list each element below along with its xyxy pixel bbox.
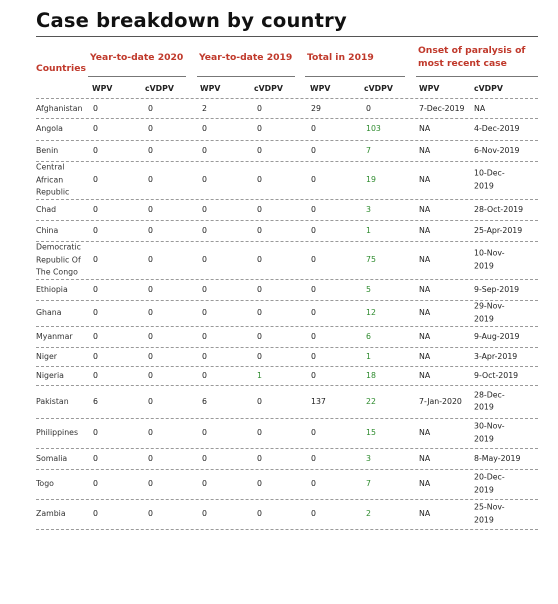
subheader-onset-cvdpv: cVDPV xyxy=(474,84,503,93)
table-row xyxy=(36,326,538,348)
cell-ytd2019-cvdpv: 0 xyxy=(257,307,262,317)
table-row xyxy=(36,366,538,386)
cell-total2019-wpv: 0 xyxy=(311,331,316,341)
column-group-total-2019: Total in 2019 xyxy=(307,52,374,63)
cell-onset-cvdpv: 28-Dec-2019 xyxy=(474,390,505,412)
cell-onset-wpv: NA xyxy=(419,174,431,184)
cell-total2019-cvdpv: 12 xyxy=(366,307,376,317)
cell-ytd2019-wpv: 0 xyxy=(202,284,207,294)
cell-ytd2019-wpv: 0 xyxy=(202,427,207,437)
cell-country: Somalia xyxy=(36,453,68,463)
cell-ytd2020-cvdpv: 0 xyxy=(148,453,153,463)
page-title: Case breakdown by country xyxy=(36,9,347,32)
cell-country: Philippines xyxy=(36,427,79,437)
subheader-total2019-cvdpv: cVDPV xyxy=(364,84,393,93)
cell-onset-cvdpv: 20-Dec-2019 xyxy=(474,472,505,494)
cell-total2019-cvdpv: 15 xyxy=(366,427,376,437)
cell-country: Niger xyxy=(36,351,57,361)
cell-onset-wpv: NA xyxy=(419,225,431,235)
cell-ytd2020-cvdpv: 0 xyxy=(148,307,153,317)
cell-country: Nigeria xyxy=(36,370,64,380)
cell-ytd2020-wpv: 0 xyxy=(93,103,98,113)
cell-ytd2019-cvdpv: 1 xyxy=(257,370,262,380)
cell-ytd2020-wpv: 0 xyxy=(93,145,98,155)
table-row xyxy=(36,241,538,280)
table-row xyxy=(36,118,538,141)
table-row xyxy=(36,469,538,500)
cell-onset-wpv: NA xyxy=(419,307,431,317)
cell-country: Afghanistan xyxy=(36,103,83,113)
cell-ytd2020-cvdpv: 0 xyxy=(148,204,153,214)
cell-total2019-wpv: 0 xyxy=(311,145,316,155)
cell-ytd2019-wpv: 2 xyxy=(202,103,207,113)
cell-ytd2020-wpv: 0 xyxy=(93,351,98,361)
table-row xyxy=(36,220,538,242)
cell-ytd2019-cvdpv: 0 xyxy=(257,225,262,235)
cell-total2019-wpv: 0 xyxy=(311,174,316,184)
cell-onset-cvdpv: 3-Apr-2019 xyxy=(474,351,518,361)
cell-ytd2020-cvdpv: 0 xyxy=(148,351,153,361)
cell-ytd2019-wpv: 0 xyxy=(202,508,207,518)
cell-onset-cvdpv: 9-Sep-2019 xyxy=(474,284,520,294)
cell-total2019-wpv: 0 xyxy=(311,508,316,518)
cell-ytd2020-cvdpv: 0 xyxy=(148,370,153,380)
table-row xyxy=(36,199,538,221)
cell-ytd2019-cvdpv: 0 xyxy=(257,204,262,214)
cell-total2019-wpv: 0 xyxy=(311,478,316,488)
cell-ytd2020-cvdpv: 0 xyxy=(148,145,153,155)
table-row xyxy=(36,347,538,367)
cell-total2019-wpv: 0 xyxy=(311,204,316,214)
cell-country: Zambia xyxy=(36,508,66,518)
cell-onset-wpv: 7-Jan-2020 xyxy=(419,396,462,406)
cell-ytd2020-cvdpv: 0 xyxy=(148,123,153,133)
cell-total2019-cvdpv: 3 xyxy=(366,453,371,463)
cell-ytd2019-wpv: 0 xyxy=(202,254,207,264)
cell-ytd2019-cvdpv: 0 xyxy=(257,453,262,463)
column-group-ytd-2020: Year-to-date 2020 xyxy=(90,52,184,63)
group-underline-total-2019 xyxy=(305,76,405,77)
cell-ytd2020-cvdpv: 0 xyxy=(148,478,153,488)
cell-ytd2019-cvdpv: 0 xyxy=(257,331,262,341)
table-row xyxy=(36,300,538,327)
cell-total2019-cvdpv: 22 xyxy=(366,396,376,406)
cell-onset-cvdpv: 9-Aug-2019 xyxy=(474,331,520,341)
table-row xyxy=(36,385,538,419)
cell-total2019-wpv: 137 xyxy=(311,396,326,406)
cell-country: Ghana xyxy=(36,307,62,317)
cell-ytd2020-cvdpv: 0 xyxy=(148,225,153,235)
cell-onset-cvdpv: 10-Dec-2019 xyxy=(474,168,505,190)
cell-ytd2020-cvdpv: 0 xyxy=(148,284,153,294)
cell-ytd2020-wpv: 0 xyxy=(93,225,98,235)
cell-total2019-cvdpv: 3 xyxy=(366,204,371,214)
cell-country: China xyxy=(36,225,59,235)
table-row xyxy=(36,161,538,200)
cell-total2019-wpv: 0 xyxy=(311,307,316,317)
cell-ytd2020-wpv: 0 xyxy=(93,254,98,264)
cell-ytd2020-wpv: 6 xyxy=(93,396,98,406)
cell-onset-cvdpv: 29-Nov-2019 xyxy=(474,301,505,323)
cell-ytd2020-cvdpv: 0 xyxy=(148,331,153,341)
cell-ytd2020-wpv: 0 xyxy=(93,427,98,437)
cell-onset-cvdpv: NA xyxy=(474,103,486,113)
cell-ytd2019-cvdpv: 0 xyxy=(257,254,262,264)
cell-onset-cvdpv: 25-Apr-2019 xyxy=(474,225,523,235)
cell-ytd2020-wpv: 0 xyxy=(93,331,98,341)
cell-ytd2019-cvdpv: 0 xyxy=(257,284,262,294)
cell-ytd2020-cvdpv: 0 xyxy=(148,508,153,518)
cell-total2019-cvdpv: 19 xyxy=(366,174,376,184)
cell-ytd2019-cvdpv: 0 xyxy=(257,427,262,437)
table-row xyxy=(36,99,538,119)
cell-total2019-cvdpv: 6 xyxy=(366,331,371,341)
cell-onset-wpv: NA xyxy=(419,453,431,463)
cell-total2019-cvdpv: 7 xyxy=(366,145,371,155)
subheader-total2019-wpv: WPV xyxy=(310,84,331,93)
cell-onset-cvdpv: 30-Nov-2019 xyxy=(474,421,505,443)
cell-ytd2020-wpv: 0 xyxy=(93,307,98,317)
cell-ytd2019-cvdpv: 0 xyxy=(257,174,262,184)
cell-country: Myanmar xyxy=(36,331,73,341)
cell-ytd2020-cvdpv: 0 xyxy=(148,103,153,113)
cell-country: Pakistan xyxy=(36,396,69,406)
table-row xyxy=(36,499,538,530)
cell-total2019-wpv: 0 xyxy=(311,453,316,463)
subheader-ytd2019-wpv: WPV xyxy=(200,84,221,93)
cell-country: Chad xyxy=(36,204,57,214)
cell-ytd2019-wpv: 0 xyxy=(202,478,207,488)
cell-total2019-wpv: 0 xyxy=(311,284,316,294)
cell-total2019-cvdpv: 2 xyxy=(366,508,371,518)
header-top-rule xyxy=(36,36,538,37)
cell-ytd2019-cvdpv: 0 xyxy=(257,123,262,133)
cell-onset-wpv: NA xyxy=(419,478,431,488)
cell-ytd2019-wpv: 0 xyxy=(202,145,207,155)
cell-onset-wpv: NA xyxy=(419,331,431,341)
cell-ytd2019-wpv: 0 xyxy=(202,123,207,133)
cell-ytd2019-wpv: 0 xyxy=(202,453,207,463)
table-row xyxy=(36,418,538,449)
cell-country: Angola xyxy=(36,123,63,133)
cell-ytd2020-cvdpv: 0 xyxy=(148,396,153,406)
cell-ytd2020-cvdpv: 0 xyxy=(148,174,153,184)
cell-total2019-cvdpv: 1 xyxy=(366,351,371,361)
cell-ytd2020-wpv: 0 xyxy=(93,370,98,380)
cell-ytd2020-wpv: 0 xyxy=(93,478,98,488)
cell-ytd2019-cvdpv: 0 xyxy=(257,145,262,155)
cell-total2019-wpv: 0 xyxy=(311,370,316,380)
cell-country: Central African Republic xyxy=(36,162,70,197)
cell-onset-cvdpv: 8-May-2019 xyxy=(474,453,521,463)
group-underline-ytd-2019 xyxy=(197,76,295,77)
cell-onset-wpv: NA xyxy=(419,351,431,361)
cell-ytd2019-cvdpv: 0 xyxy=(257,103,262,113)
subheader-ytd2020-wpv: WPV xyxy=(92,84,113,93)
cell-onset-wpv: NA xyxy=(419,254,431,264)
cell-ytd2019-wpv: 0 xyxy=(202,351,207,361)
cell-country: Togo xyxy=(36,478,54,488)
cell-total2019-wpv: 0 xyxy=(311,351,316,361)
cell-ytd2020-cvdpv: 0 xyxy=(148,427,153,437)
group-underline-ytd-2020 xyxy=(88,76,186,77)
cell-total2019-cvdpv: 1 xyxy=(366,225,371,235)
cell-ytd2020-wpv: 0 xyxy=(93,204,98,214)
cell-onset-cvdpv: 25-Nov-2019 xyxy=(474,502,505,524)
cell-total2019-cvdpv: 18 xyxy=(366,370,376,380)
cell-onset-wpv: 7-Dec-2019 xyxy=(419,103,465,113)
cell-ytd2020-wpv: 0 xyxy=(93,453,98,463)
cell-total2019-wpv: 0 xyxy=(311,225,316,235)
cell-onset-wpv: NA xyxy=(419,508,431,518)
cell-ytd2019-wpv: 0 xyxy=(202,331,207,341)
cell-ytd2019-cvdpv: 0 xyxy=(257,396,262,406)
cell-onset-wpv: NA xyxy=(419,284,431,294)
cell-total2019-wpv: 0 xyxy=(311,427,316,437)
cell-onset-cvdpv: 9-Oct-2019 xyxy=(474,370,519,380)
table-row xyxy=(36,279,538,301)
cell-country: Ethiopia xyxy=(36,284,68,294)
cell-country: Benin xyxy=(36,145,59,155)
cell-onset-cvdpv: 10-Nov-2019 xyxy=(474,248,505,270)
cell-onset-cvdpv: 4-Dec-2019 xyxy=(474,123,520,133)
cell-ytd2019-wpv: 6 xyxy=(202,396,207,406)
cell-total2019-cvdpv: 0 xyxy=(366,103,371,113)
subheader-ytd2019-cvdpv: cVDPV xyxy=(254,84,283,93)
table-row xyxy=(36,448,538,470)
subheader-onset-wpv: WPV xyxy=(419,84,440,93)
column-header-countries: Countries xyxy=(36,63,86,74)
cell-ytd2020-cvdpv: 0 xyxy=(148,254,153,264)
cell-total2019-cvdpv: 103 xyxy=(366,123,381,133)
cell-total2019-cvdpv: 5 xyxy=(366,284,371,294)
column-group-onset: Onset of paralysis of most recent case xyxy=(418,45,526,69)
cell-onset-wpv: NA xyxy=(419,427,431,437)
group-underline-onset xyxy=(416,76,538,77)
cell-ytd2019-wpv: 0 xyxy=(202,204,207,214)
cell-total2019-cvdpv: 75 xyxy=(366,254,376,264)
subheader-ytd2020-cvdpv: cVDPV xyxy=(145,84,174,93)
cell-onset-wpv: NA xyxy=(419,123,431,133)
cell-ytd2020-wpv: 0 xyxy=(93,284,98,294)
cell-ytd2019-cvdpv: 0 xyxy=(257,508,262,518)
table-row xyxy=(36,140,538,162)
cell-onset-cvdpv: 6-Nov-2019 xyxy=(474,145,520,155)
cell-total2019-wpv: 29 xyxy=(311,103,321,113)
cell-ytd2019-cvdpv: 0 xyxy=(257,351,262,361)
cell-onset-wpv: NA xyxy=(419,204,431,214)
cell-ytd2019-wpv: 0 xyxy=(202,370,207,380)
cell-total2019-wpv: 0 xyxy=(311,123,316,133)
cell-ytd2020-wpv: 0 xyxy=(93,123,98,133)
cell-ytd2020-wpv: 0 xyxy=(93,508,98,518)
column-group-ytd-2019: Year-to-date 2019 xyxy=(199,52,293,63)
cell-ytd2019-wpv: 0 xyxy=(202,174,207,184)
cell-onset-wpv: NA xyxy=(419,370,431,380)
cell-ytd2020-wpv: 0 xyxy=(93,174,98,184)
cell-ytd2019-wpv: 0 xyxy=(202,225,207,235)
cell-total2019-cvdpv: 7 xyxy=(366,478,371,488)
cell-onset-wpv: NA xyxy=(419,145,431,155)
cell-ytd2019-wpv: 0 xyxy=(202,307,207,317)
cell-country: Democratic Republic Of The Congo xyxy=(36,242,81,277)
cell-ytd2019-cvdpv: 0 xyxy=(257,478,262,488)
cell-onset-cvdpv: 28-Oct-2019 xyxy=(474,204,524,214)
cell-total2019-wpv: 0 xyxy=(311,254,316,264)
